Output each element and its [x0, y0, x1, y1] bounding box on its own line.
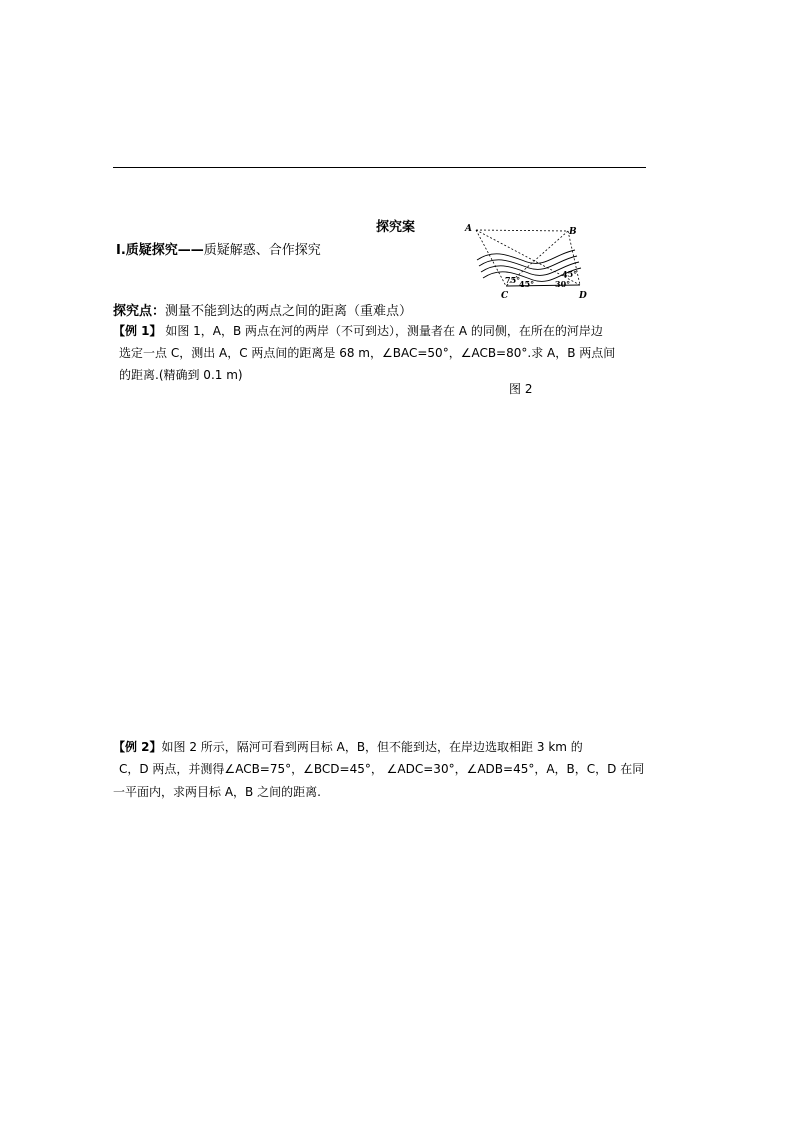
example1-line3: 的距离.(精确到 0.1 m) [119, 368, 243, 382]
example1-line1 [113, 322, 603, 339]
angle-45-left: 45° [519, 279, 535, 289]
river-diagram [455, 218, 595, 304]
example2-line1 [113, 738, 583, 755]
line-ab [476, 230, 568, 231]
topic-line [113, 300, 412, 319]
section-heading [116, 239, 321, 258]
section-title: 探究案 [376, 220, 416, 235]
header-rule [113, 167, 646, 168]
example2-line3: 一平面内，求两目标 A，B 之间的距离. [113, 785, 321, 799]
example2-text1: 如图 2 所示，隔河可看到两目标 A，B，但不能到达，在岸边选取相距 3 km 的 [161, 740, 583, 754]
example1-line2: 选定一点 C，测出 A，C 两点间的距离是 68 m，∠BAC=50°，∠ACB=80°.求 A，B 两点间 [119, 346, 616, 360]
label-b: B [569, 227, 577, 237]
example2-line2: C，D 两点，并测得∠ACB=75°，∠BCD=45°， ∠ADC=30°，∠ADB=45°，A，B，C，D 在同 [119, 762, 645, 776]
figure-caption: 图 2 [509, 382, 533, 396]
example1-text1: 如图 1，A，B 两点在河的两岸（不可到达），测量者在 A 的同侧，在所在的河岸边 [161, 324, 603, 338]
section-heading-label: Ⅰ.质疑探究—— [116, 243, 204, 258]
example1-label: 【例 1】 [113, 324, 162, 338]
angle-75: 75° [505, 275, 521, 285]
label-a: A [465, 224, 472, 234]
topic-text: 测量不能到达的两点之间的距离（重难点） [165, 304, 413, 319]
angle-30: 30° [555, 279, 571, 289]
section-heading-rest: 质疑解惑、合作探究 [203, 243, 321, 258]
example2-label: 【例 2】 [113, 740, 162, 754]
label-d: D [579, 291, 587, 301]
topic-label: 探究点： [113, 304, 166, 319]
label-c: C [501, 291, 509, 301]
angle-45-right: 45° [562, 269, 578, 279]
